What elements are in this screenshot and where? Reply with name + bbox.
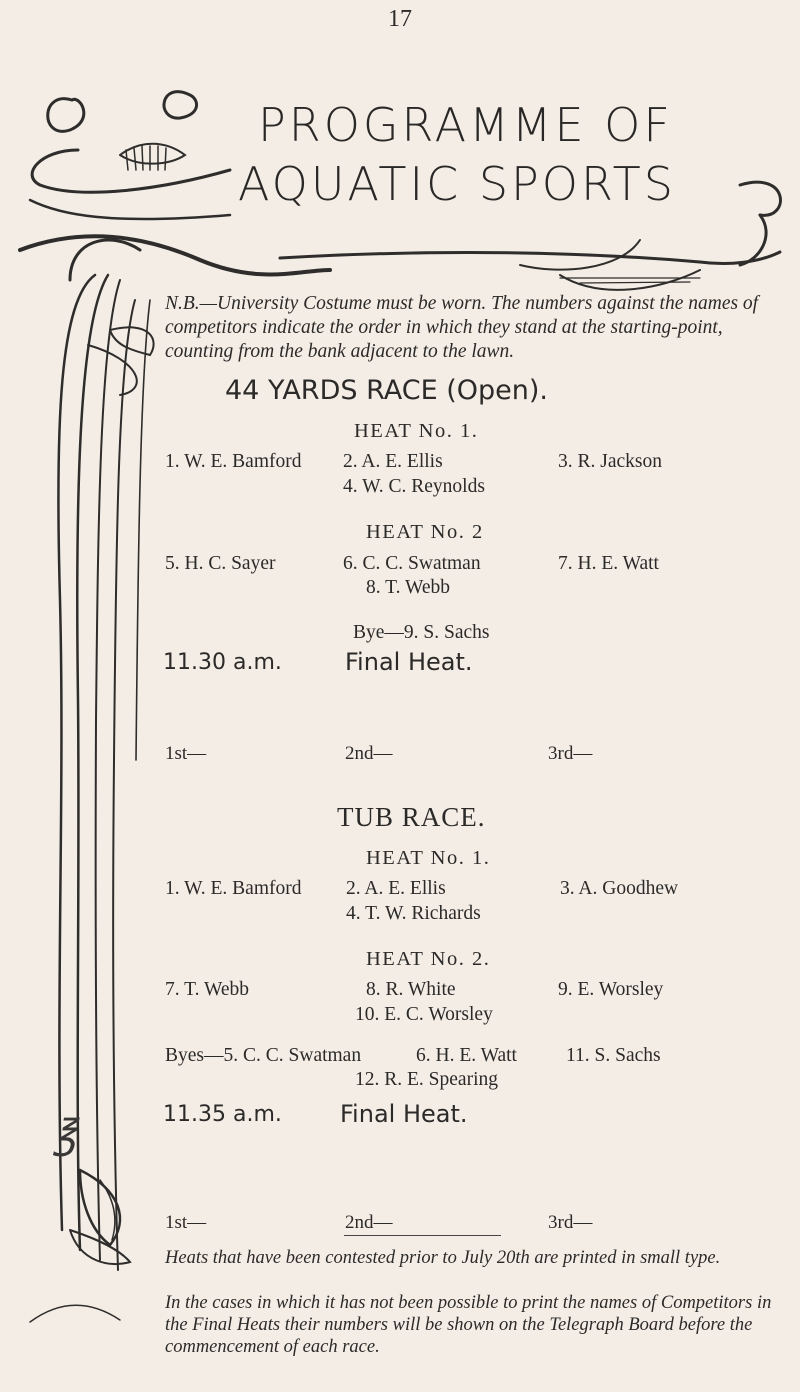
competitor-middle: 4. W. C. Reynolds: [343, 476, 485, 497]
competitor-left: 5. H. C. Sayer: [165, 553, 276, 574]
footnote-line-1: Heats that have been contested prior to July 20th are printed in small type.: [165, 1248, 721, 1268]
byes-middle: 6. H. E. Watt: [416, 1045, 517, 1066]
competitor-middle: 4. T. W. Richards: [346, 903, 481, 924]
place-first: 1st—: [165, 743, 207, 764]
byes-line: Byes—5. C. C. Swatman: [165, 1045, 362, 1066]
programme-title-line-1: PROGRAMME OF: [258, 98, 673, 152]
competitor-middle: 8. T. Webb: [366, 577, 451, 598]
competitor-left: 1. W. E. Bamford: [165, 451, 302, 472]
competitor-right: 9. E. Worsley: [558, 979, 664, 1000]
place-second: 2nd—: [345, 743, 393, 764]
competitor-right: 7. H. E. Watt: [558, 553, 659, 574]
race-time: 11.30 a.m.: [163, 650, 282, 675]
page-number: 17: [388, 6, 412, 32]
svg-text:℥: ℥: [53, 1112, 77, 1157]
place-third: 3rd—: [548, 1212, 593, 1233]
heat-2-label: HEAT No. 2: [366, 521, 484, 543]
heat-1-label: HEAT No. 1.: [354, 420, 479, 442]
race-heading-tub-race: TUB RACE.: [337, 802, 486, 832]
competitor-left: 1. W. E. Bamford: [165, 878, 302, 899]
race-heading-44-yards: 44 YARDS RACE (Open).: [225, 375, 548, 406]
final-heat-label: Final Heat.: [345, 648, 473, 676]
competitor-middle: 6. C. C. Swatman: [343, 553, 481, 574]
costume-note: N.B.—University Costume must be worn. The numbers against the names of competitors indicate the order in which they stand at the starting-point, counting from the bank adjacent to the lawn.: [165, 293, 759, 362]
competitor-middle: 8. R. White: [366, 979, 456, 1000]
heat-2-label: HEAT No. 2.: [366, 948, 491, 970]
competitor-right: 3. A. Goodhew: [560, 878, 679, 899]
footnote-telegraph: [165, 1292, 775, 1358]
competitor-right: 3. R. Jackson: [558, 451, 662, 472]
byes-right: 11. S. Sachs: [566, 1045, 661, 1066]
bye-line: Bye—9. S. Sachs: [353, 622, 490, 643]
final-heat-label: Final Heat.: [340, 1100, 468, 1128]
competitor-middle: 2. A. E. Ellis: [346, 878, 446, 899]
footnote-line-2: In the cases in which it has not been possible to print the names of Competitors in the Final Heats their numbers will be shown on the Telegraph Board before the commencement of each race.: [165, 1293, 772, 1357]
place-third: 3rd—: [548, 743, 593, 764]
divider-rule: [344, 1235, 501, 1236]
competitor-left: 7. T. Webb: [165, 979, 250, 1000]
place-first: 1st—: [165, 1212, 207, 1233]
race-time: 11.35 a.m.: [163, 1102, 282, 1127]
place-second: 2nd—: [345, 1212, 393, 1233]
programme-title-line-2: AQUATIC SPORTS: [238, 157, 676, 211]
byes-middle: 12. R. E. Spearing: [355, 1069, 498, 1090]
competitor-middle: 10. E. C. Worsley: [355, 1004, 493, 1025]
heat-1-label: HEAT No. 1.: [366, 847, 491, 869]
competitor-middle: 2. A. E. Ellis: [343, 451, 443, 472]
footnote-small-type: [165, 1247, 775, 1269]
